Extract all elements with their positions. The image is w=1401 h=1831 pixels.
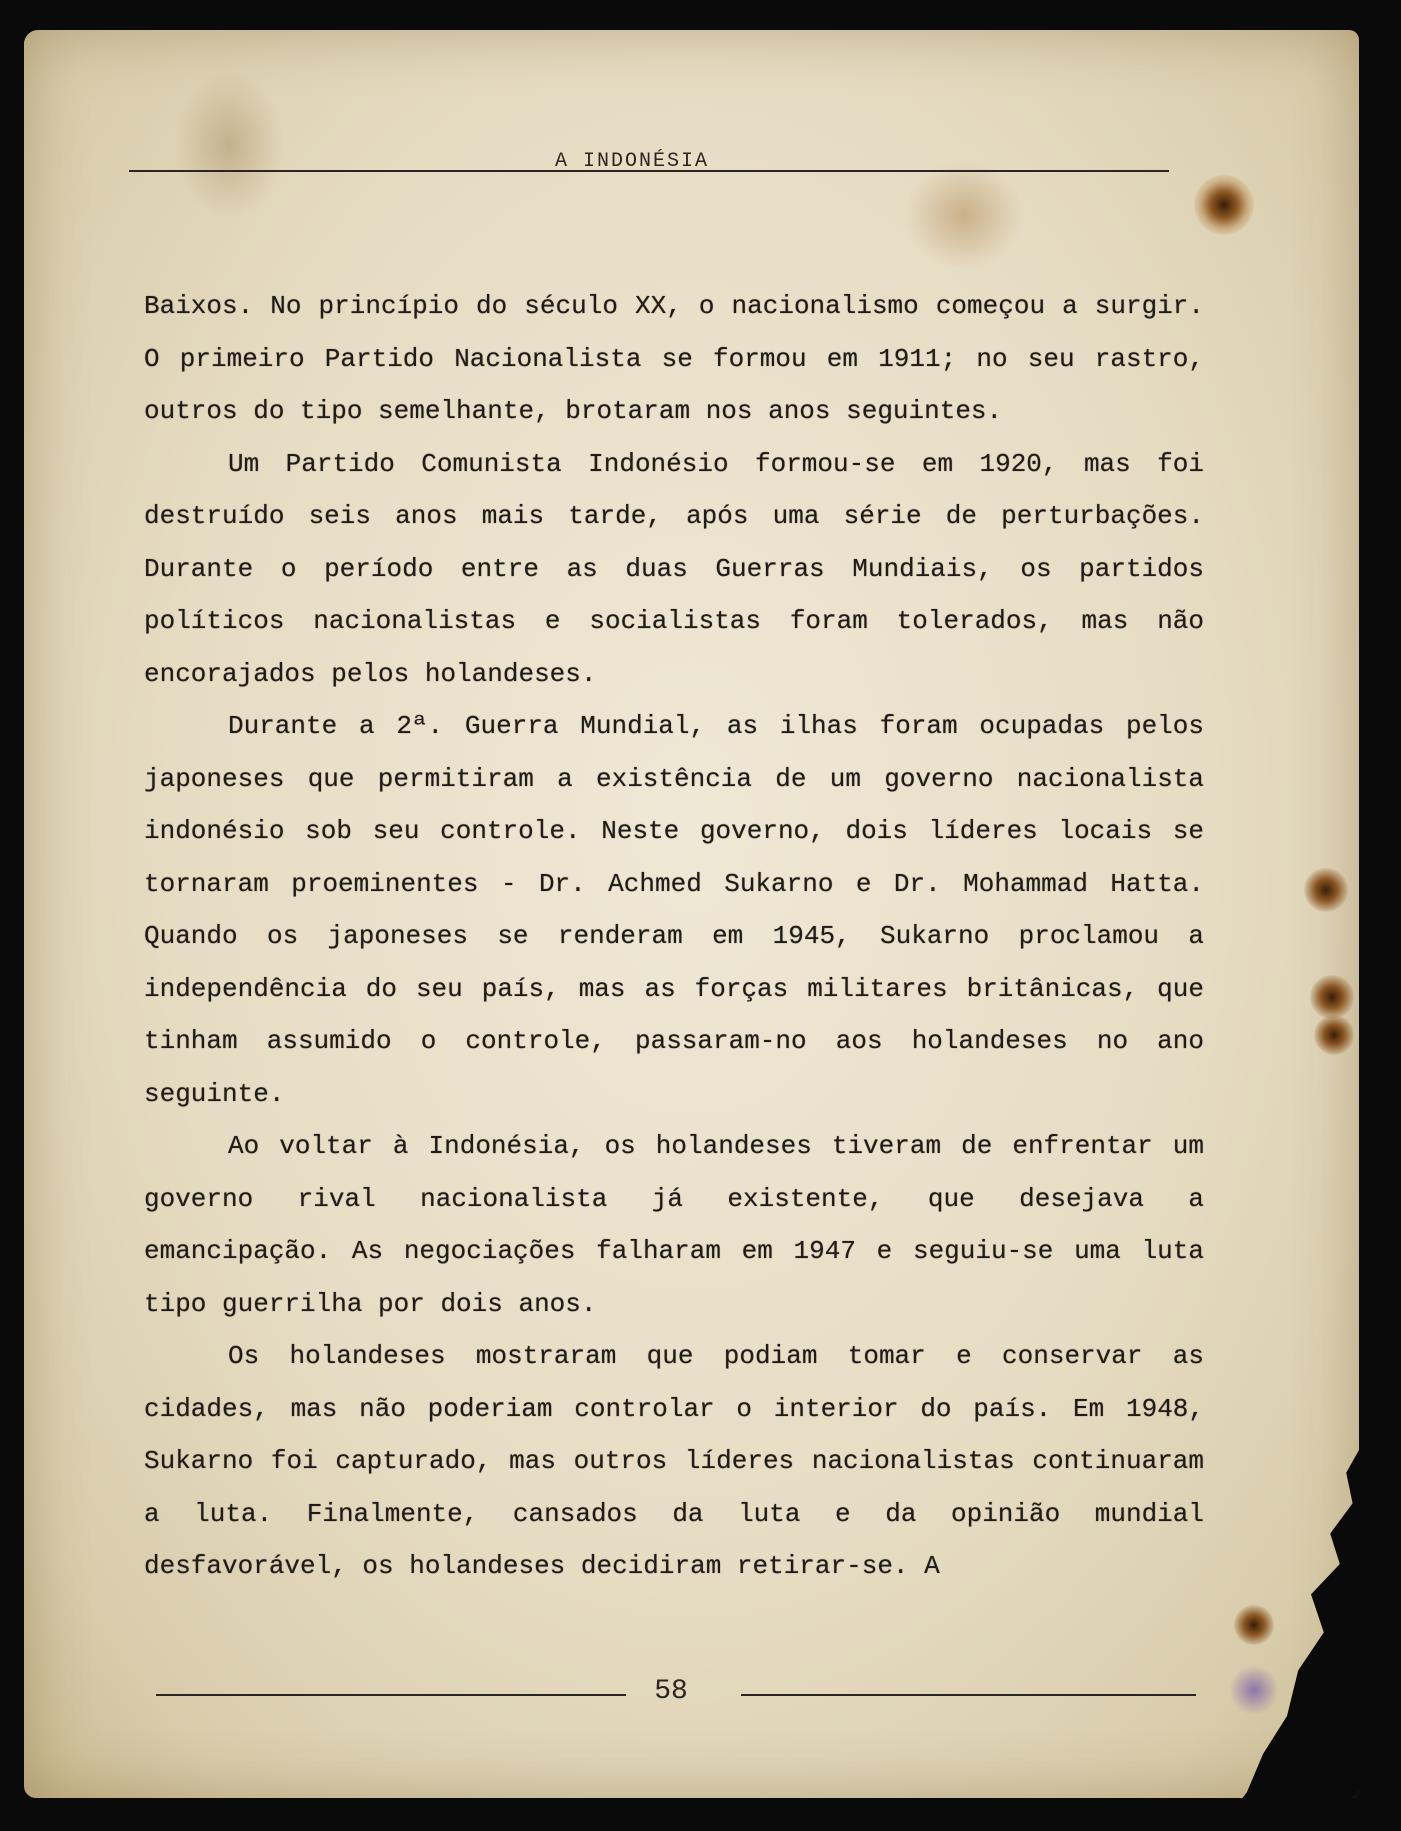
paragraph: Ao voltar à Indonésia, os holandeses tiveram de enfrentar um governo rival nacionalista já existente, que desejava a emancipação. As negociações falharam em 1947 e seguiu-se uma luta tipo guerrilha por dois anos. [144,1131,1204,1319]
burn-mark [1314,1015,1354,1055]
paper-page [24,30,1359,1798]
burn-mark [1310,975,1354,1019]
torn-corner [1199,1450,1359,1798]
body-text [144,280,1204,1593]
burn-mark [1304,868,1348,912]
burn-mark [1194,175,1254,235]
paragraph: Baixos. No princípio do século XX, o nacionalismo começou a surgir. O primeiro Partido Nacionalista se formou em 1911; no seu rastro, outros do tipo semelhante, brotaram nos anos seguintes. [144,291,1204,426]
paragraph: Durante a 2ª. Guerra Mundial, as ilhas foram ocupadas pelos japoneses que permitiram a existência de um governo nacionalista indonésio sob seu controle. Neste governo, dois líderes locais se tornaram proeminentes - Dr. Achmed Sukarno e Dr. Mohammad Hatta. Quando os japoneses se renderam em 1945, Sukarno proclamou a independência do seu país, mas as forças militares britânicas, que tinham assumido o controle, passaram-no aos holandeses no ano seguinte. [144,711,1204,1109]
ink-stain [1229,1665,1279,1715]
running-title: A INDONÉSIA [555,150,710,173]
paragraph: Um Partido Comunista Indonésio formou-se em 1920, mas foi destruído seis anos mais tarde, após uma série de perturbações. Durante o período entre as duas Guerras Mundiais, os partidos políticos nacionalistas e socialistas foram tolerados, mas não encorajados pelos holandeses. [144,448,1204,689]
footer-rule [741,1694,1196,1696]
page-number: 58 [654,1676,688,1707]
footer-rule [156,1694,626,1696]
burn-mark [1234,1605,1274,1645]
page-footer [156,1672,1196,1712]
paragraph: Os holandeses mostraram que podiam tomar e conservar as cidades, mas não poderiam controlar o interior do país. Em 1948, Sukarno foi capturado, mas outros líderes nacionalistas continuaram a luta. Finalmente, cansados da luta e da opinião mundial desfavorável, os holandeses decidiram retirar-se. A [144,1341,1204,1581]
running-header [129,140,1169,180]
